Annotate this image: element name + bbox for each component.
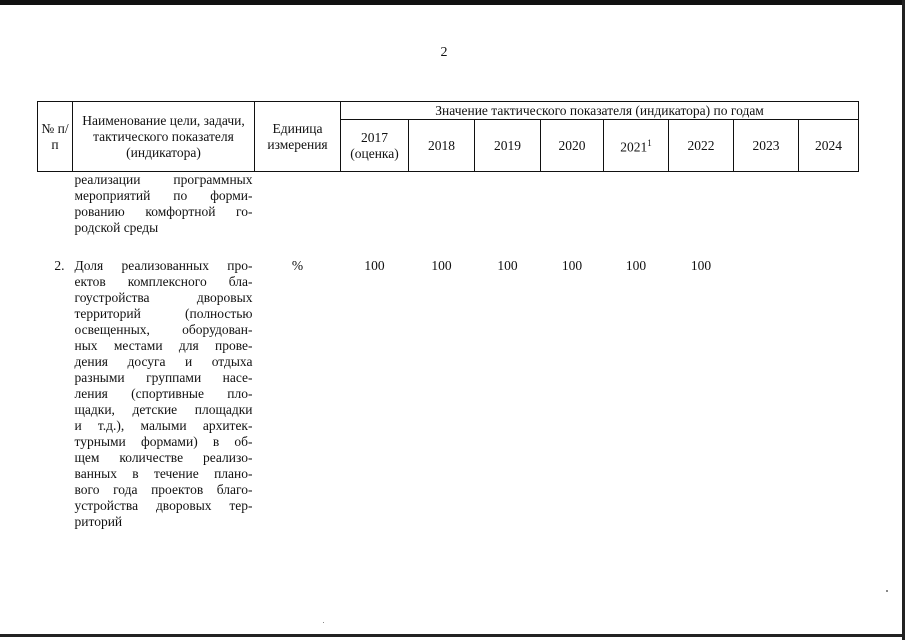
page-number: 2 [440,45,448,60]
value-2024 [799,258,859,530]
header-year-2018: 2018 [409,120,475,172]
header-unit: Единица измерения [255,102,341,172]
scan-border-top [0,0,905,5]
table-row [38,258,859,530]
header-row-top [38,102,859,120]
scan-speck [323,622,324,623]
indicator-name: Доля реализованных про- ектов комплексного бла- гоустройства дворовых территорий (полностью освещенных, оборудован- ных местами для прове- дения досуга и отдыха разными группами насе- ления (спортивные пло- щадки, детские площадки и т.д.), малыми архитек- турными формами) в об- щем количестве реализо- ванных в течение плано- вого года проектов благо- устройства дворовых тер- риторий [74,258,253,529]
continuation-row [38,172,859,237]
unit-value: % [291,258,304,273]
header-year-label: 2021 [620,139,648,155]
footnote-marker: 1 [647,138,652,149]
value-2023 [734,258,799,530]
header-years-group: Значение тактического показателя (индикатора) по годам [341,102,859,120]
header-year-2024: 2024 [799,120,859,172]
indicator-table [37,101,859,530]
continuation-text: реализации программных мероприятий по форми- рованию комфортной го- родской среды [74,172,253,235]
value-2020: 100 [561,258,583,273]
value-2017: 100 [364,258,385,273]
row-number: 2. [54,258,65,273]
header-year-2021 [604,120,669,172]
value-2021: 100 [625,258,647,273]
header-number: № п/п [38,102,73,172]
value-2019: 100 [497,258,518,273]
header-year-2017 [341,120,409,172]
scan-speck [886,590,888,592]
header-year-label: 2017 [361,129,388,145]
header-name: Наименование цели, задачи, тактического показателя (индикатора) [73,102,255,172]
header-year-note: (оценка) [350,145,399,161]
value-2018: 100 [431,258,452,273]
header-year-2022: 2022 [669,120,734,172]
header-year-2023: 2023 [734,120,799,172]
value-2022: 100 [690,258,712,273]
scan-border-bottom [0,634,905,637]
header-year-2020: 2020 [541,120,604,172]
header-year-2019: 2019 [475,120,541,172]
